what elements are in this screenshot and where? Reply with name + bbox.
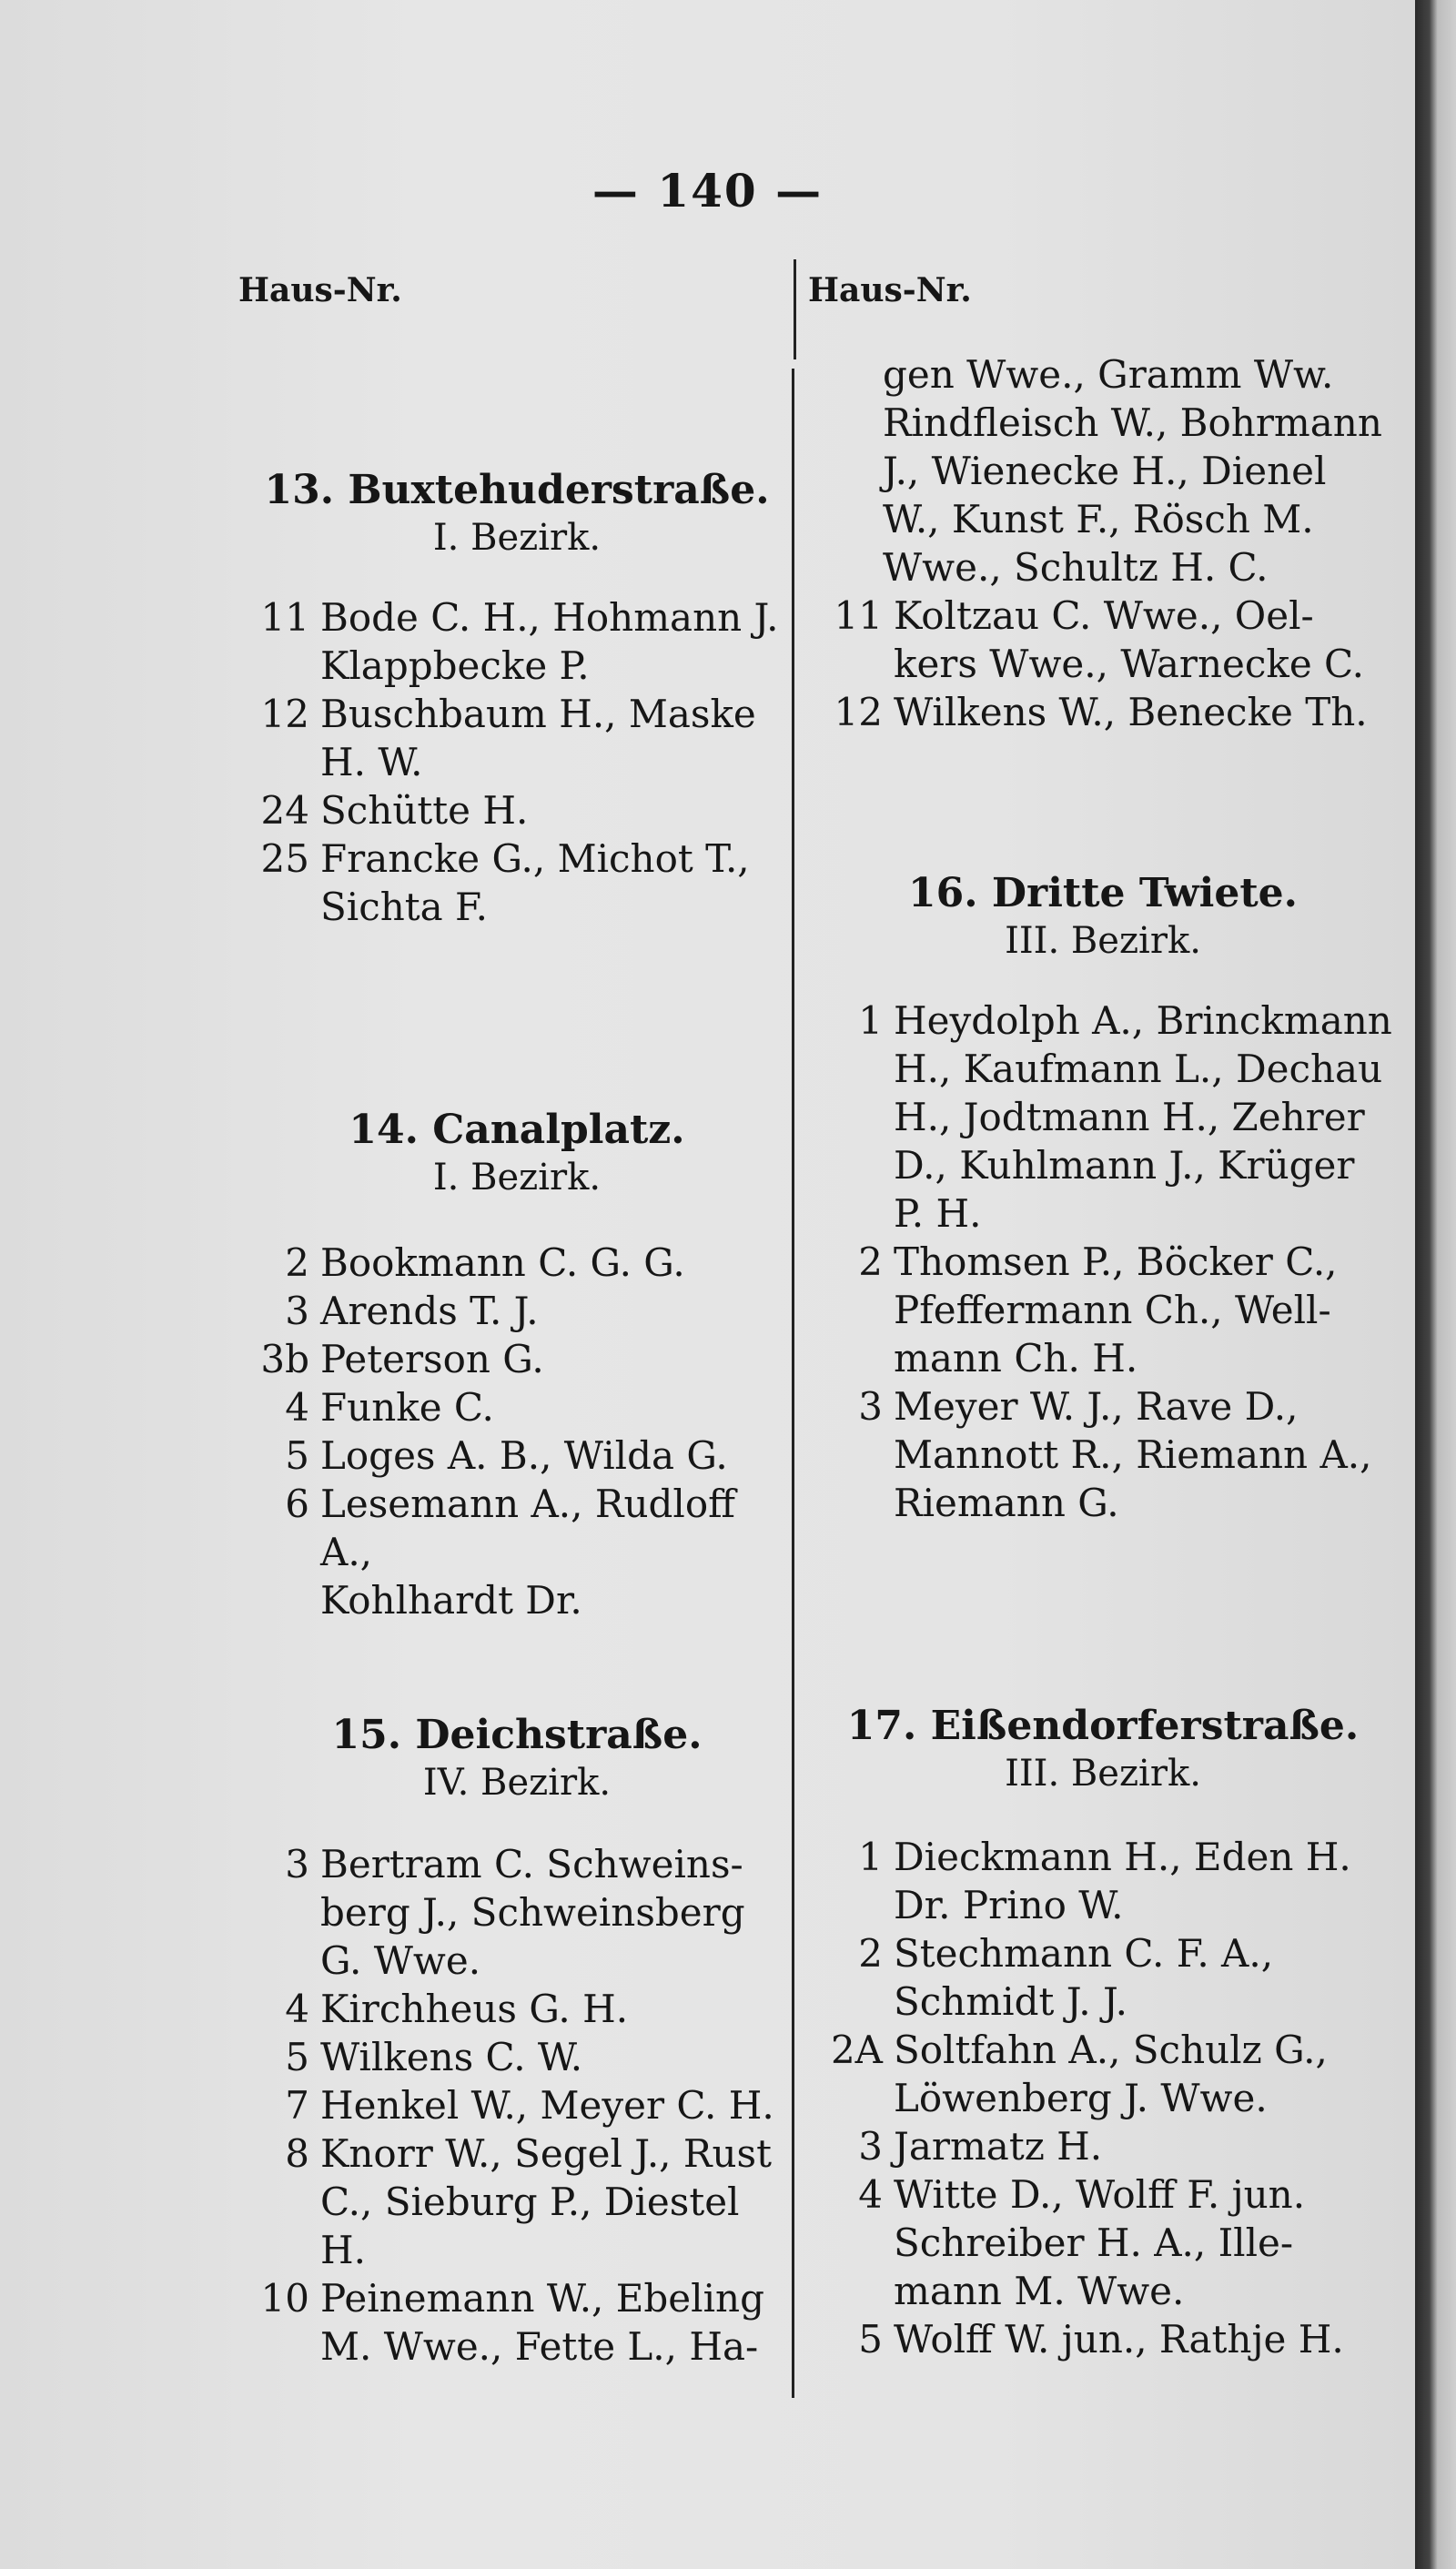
house-number: 4	[858, 2172, 883, 2217]
resident-line: Heydolph A., Brinckmann	[894, 998, 1392, 1043]
address-entry	[812, 1238, 1394, 1382]
resident-line: Francke G., Michot T.,	[320, 836, 750, 881]
resident-line: Peinemann W., Ebeling	[320, 2276, 764, 2321]
house-number: 24	[260, 788, 309, 833]
house-number: 7	[285, 2083, 309, 2128]
house-number: 4	[285, 1987, 309, 2031]
resident-line: H., Jodtmann H., Zehrer	[894, 1095, 1365, 1139]
resident-line: mann M. Wwe.	[894, 2269, 1185, 2313]
resident-line: P. H.	[894, 1191, 982, 1236]
entry-list	[238, 593, 795, 931]
resident-line: Mannott R., Riemann A.,	[894, 1432, 1372, 1477]
resident-line: M. Wwe., Fette L., Ha-	[320, 2324, 759, 2369]
resident-line: Loges A. B., Wilda G.	[320, 1433, 728, 1478]
house-number: 5	[858, 2317, 883, 2362]
resident-line: Henkel W., Meyer C. H.	[320, 2083, 774, 2128]
address-entry	[812, 592, 1394, 688]
resident-line: Klappbecke P.	[320, 643, 590, 688]
continuation-line: W., Kunst F., Rösch M.	[883, 497, 1314, 541]
resident-line: Bertram C. Schweins-	[320, 1842, 743, 1886]
resident-line: Schreiber H. A., Ille-	[894, 2220, 1294, 2265]
district-label: III. Bezirk.	[1005, 1753, 1201, 1795]
resident-line: Knorr W., Segel J., Rust	[320, 2131, 772, 2176]
house-number: 4	[285, 1385, 309, 1430]
house-number: 3	[285, 1842, 309, 1886]
resident-line: Peterson G.	[320, 1337, 544, 1381]
district-label: I. Bezirk.	[432, 517, 602, 559]
address-entry	[812, 1382, 1394, 1527]
resident-line: Stechmann C. F. A.,	[894, 1931, 1274, 1976]
address-entry	[812, 996, 1394, 1238]
resident-line: C., Sieburg P., Diestel	[320, 2180, 740, 2224]
district-label: I. Bezirk.	[432, 1157, 602, 1199]
address-entry	[238, 2129, 795, 2274]
section-title: 15. Deichstraße.	[331, 1712, 703, 1758]
resident-line: D., Kuhlmann J., Krüger	[894, 1143, 1355, 1188]
house-number: 3b	[260, 1337, 309, 1381]
continuation-line: J., Wienecke H., Dienel	[883, 449, 1327, 493]
resident-line: H. W.	[320, 740, 423, 784]
resident-line: Bookmann C. G. G.	[320, 1240, 685, 1285]
resident-line: Wolff W. jun., Rathje H.	[894, 2317, 1344, 2362]
house-number: 11	[834, 593, 883, 638]
resident-line: Sichta F.	[320, 885, 488, 929]
address-entry	[812, 2170, 1394, 2315]
address-entry	[238, 690, 795, 786]
address-entry	[238, 593, 795, 690]
resident-line: Kohlhardt Dr.	[320, 1578, 582, 1623]
address-entry	[238, 1287, 795, 1335]
house-number: 3	[858, 2124, 883, 2169]
house-number: 10	[260, 2276, 309, 2321]
house-number: 2	[858, 1931, 883, 1976]
entry-list	[238, 1239, 795, 1624]
house-number: 25	[260, 836, 309, 881]
house-number: 1	[858, 1835, 883, 1879]
resident-line: Dr. Prino W.	[894, 1883, 1124, 1927]
resident-line: Thomsen P., Böcker C.,	[894, 1239, 1338, 1284]
resident-line: Meyer W. J., Rave D.,	[894, 1384, 1299, 1429]
house-number: 12	[260, 692, 309, 736]
house-number: 5	[285, 1433, 309, 1478]
address-entry	[812, 2315, 1394, 2363]
house-number: 5	[285, 2035, 309, 2079]
section-title: 14. Canalplatz.	[349, 1107, 685, 1153]
resident-line: Schütte H.	[320, 788, 529, 833]
resident-line: Funke C.	[320, 1385, 494, 1430]
continuation-line: gen Wwe., Gramm Ww.	[883, 352, 1334, 397]
address-entry	[812, 688, 1394, 736]
section-16	[812, 869, 1394, 1527]
resident-line: Witte D., Wolff F. jun.	[894, 2172, 1306, 2217]
resident-line: Jarmatz H.	[894, 2124, 1103, 2169]
resident-line: Soltfahn A., Schulz G.,	[894, 2028, 1328, 2072]
section-title: 16. Dritte Twiete.	[907, 870, 1298, 916]
continuation-line: Rindfleisch W., Bohrmann	[883, 400, 1382, 445]
address-entry	[812, 2026, 1394, 2122]
address-entry	[238, 1480, 795, 1624]
entry-list	[812, 1833, 1394, 2363]
resident-line: Buschbaum H., Maske	[320, 692, 756, 736]
house-number: 3	[858, 1384, 883, 1429]
section-13	[238, 466, 795, 931]
house-number: 1	[858, 998, 883, 1043]
address-entry	[238, 1239, 795, 1287]
house-number: 11	[260, 595, 309, 640]
resident-line: H., Kaufmann L., Dechau	[894, 1047, 1383, 1091]
house-number: 3	[285, 1289, 309, 1333]
resident-line: berg J., Schweinsberg	[320, 1890, 745, 1935]
resident-line: kers Wwe., Warnecke C.	[894, 642, 1365, 686]
house-number: 8	[285, 2131, 309, 2176]
address-entry	[238, 1431, 795, 1480]
continuation-line: Wwe., Schultz H. C.	[883, 545, 1269, 590]
resident-line: Löwenberg J. Wwe.	[894, 2076, 1268, 2120]
section-17	[812, 1702, 1394, 2363]
page-number: — 140 —	[592, 164, 824, 217]
address-entry	[238, 1383, 795, 1431]
address-entry	[812, 2122, 1394, 2170]
section-title: 13. Buxtehuderstraße.	[264, 467, 770, 513]
resident-line: mann Ch. H.	[894, 1336, 1138, 1381]
resident-line: Kirchheus G. H.	[320, 1987, 629, 2031]
resident-line: Arends T. J.	[320, 1289, 539, 1333]
column-header-left: Haus-Nr.	[238, 271, 402, 309]
resident-line: Schmidt J. J.	[894, 1979, 1127, 2024]
entry-list	[238, 1840, 795, 2371]
section-15	[238, 1711, 795, 2371]
address-entry	[238, 834, 795, 931]
house-number: 2A	[830, 2028, 883, 2072]
continuation-lines	[812, 350, 1394, 592]
resident-line: Pfeffermann Ch., Well-	[894, 1288, 1331, 1332]
column-header-right: Haus-Nr.	[808, 271, 972, 309]
continuation-block	[812, 350, 1394, 736]
address-entry	[238, 2081, 795, 2129]
resident-line: Wilkens W., Benecke Th.	[894, 690, 1368, 734]
address-entry	[238, 2274, 795, 2371]
section-title: 17. Eißendorferstraße.	[846, 1703, 1360, 1749]
address-entry	[812, 1929, 1394, 2026]
resident-line: Wilkens C. W.	[320, 2035, 583, 2079]
column-divider-top	[794, 259, 796, 359]
house-number: 6	[285, 1482, 309, 1526]
resident-line: Bode C. H., Hohmann J.	[320, 595, 779, 640]
address-entry	[812, 1833, 1394, 1929]
entry-list	[812, 592, 1394, 736]
section-14	[238, 1106, 795, 1624]
resident-line: Dieckmann H., Eden H.	[894, 1835, 1351, 1879]
house-number: 2	[858, 1239, 883, 1284]
house-number: 12	[834, 690, 883, 734]
entry-list	[812, 996, 1394, 1527]
address-entry	[238, 1840, 795, 1985]
address-entry	[238, 2033, 795, 2081]
address-entry	[238, 786, 795, 834]
resident-line: Lesemann A., Rudloff A.,	[320, 1482, 735, 1574]
book-spine-edge	[1415, 0, 1456, 2569]
resident-line: Koltzau C. Wwe., Oel-	[894, 593, 1314, 638]
address-entry	[238, 1335, 795, 1383]
house-number: 2	[285, 1240, 309, 1285]
resident-line: G. Wwe.	[320, 1938, 481, 1983]
district-label: III. Bezirk.	[1005, 920, 1201, 962]
district-label: IV. Bezirk.	[422, 1762, 612, 1804]
resident-line: Riemann G.	[894, 1481, 1119, 1525]
address-entry	[238, 1985, 795, 2033]
resident-line: H.	[320, 2228, 366, 2272]
